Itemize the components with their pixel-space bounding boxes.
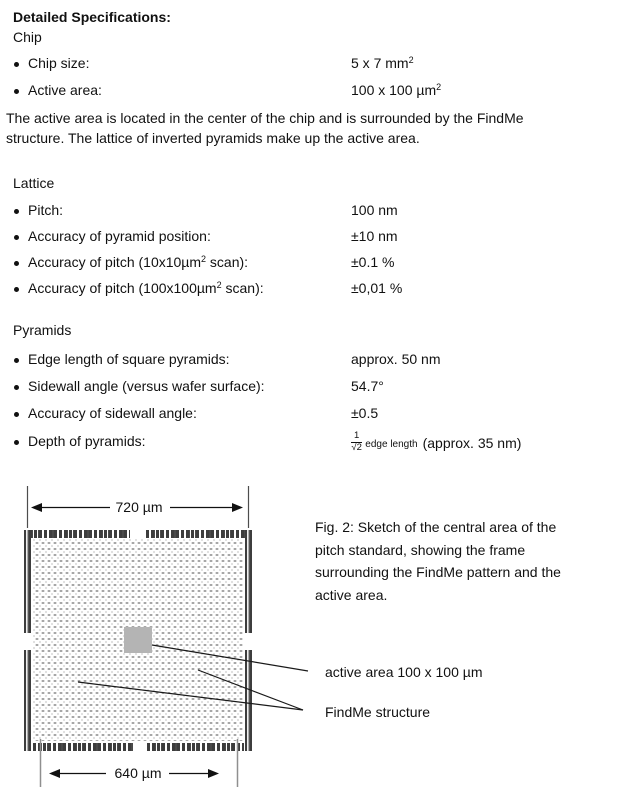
section-heading-chip: Chip <box>13 29 42 45</box>
spec-label: Pitch: <box>28 202 64 218</box>
spec-label: Accuracy of pyramid position: <box>28 228 211 244</box>
spec-label <box>28 280 264 296</box>
bullet-dot <box>14 62 19 67</box>
label-text: Accuracy of pitch (100x100µm <box>28 280 217 296</box>
arrowhead-left-icon <box>31 503 42 512</box>
spec-label: Depth of pyramids: <box>28 433 146 449</box>
arrowhead-right-icon <box>232 503 243 512</box>
dimension-label-top: 720 µm <box>115 499 163 515</box>
paragraph-line: structure. The lattice of inverted pyramids make up the active area. <box>6 130 420 146</box>
value-text: 100 x 100 µm <box>351 82 437 98</box>
fraction-numerator: 1 <box>351 431 362 443</box>
fraction <box>351 431 362 454</box>
label-text: Accuracy of pitch (10x10µm <box>28 254 202 270</box>
active-area-square <box>124 627 152 653</box>
spec-value <box>351 82 441 98</box>
spec-value: ±0,01 % <box>351 280 403 296</box>
caption-line: active area. <box>315 586 388 603</box>
spec-row-sidewall-angle <box>0 378 617 398</box>
bullet-dot <box>14 412 19 417</box>
spec-value: 100 nm <box>351 202 398 218</box>
spec-row-pitch-accuracy-100 <box>0 280 617 300</box>
spec-label: Accuracy of sidewall angle: <box>28 405 197 421</box>
spec-label: Active area: <box>28 82 102 98</box>
spec-row-edge-length <box>0 351 617 371</box>
label-text: scan): <box>206 254 249 270</box>
frame-bar-bottom-right <box>147 743 244 751</box>
spec-value-formula <box>351 425 521 459</box>
spec-row-pyramid-position <box>0 228 617 248</box>
label-superscript: 2 <box>216 280 222 291</box>
figure-caption <box>315 516 561 606</box>
label-findme-structure: FindMe structure <box>325 704 431 720</box>
label-text: scan): <box>221 280 264 296</box>
caption-line: Fig. 2: Sketch of the central area of the <box>315 519 557 535</box>
frame-bar-top-left <box>24 530 130 538</box>
bullet-dot <box>14 287 19 292</box>
bullet-dot <box>14 235 19 240</box>
fraction-denominator: √2 <box>351 441 362 453</box>
spec-row-sidewall-accuracy <box>0 405 617 425</box>
spec-row-active-area <box>0 82 617 102</box>
value-superscript: 2 <box>408 55 414 66</box>
spec-row-chip-size <box>0 55 617 75</box>
caption-line: pitch standard, showing the frame <box>315 541 526 558</box>
figure-sketch <box>0 483 617 789</box>
spec-value <box>351 55 414 71</box>
spec-row-depth <box>0 429 617 453</box>
frame-bar-left-lower <box>24 650 31 751</box>
dimension-label-bottom: 640 µm <box>114 765 162 781</box>
spec-label: Edge length of square pyramids: <box>28 351 230 367</box>
bullet-dot <box>14 209 19 214</box>
bullet-dot <box>14 440 19 445</box>
label-superscript: 2 <box>201 254 207 265</box>
section-heading-pyramids: Pyramids <box>13 322 72 338</box>
page-title: Detailed Specifications: <box>13 9 171 25</box>
frame-bar-right-lower <box>245 650 252 751</box>
formula-unit: edge length <box>365 438 418 450</box>
formula-approx: (approx. 35 nm) <box>422 435 522 451</box>
label-active-area: active area 100 x 100 µm <box>325 664 483 680</box>
frame-bar-left-upper <box>24 530 31 633</box>
spec-value: approx. 50 nm <box>351 351 441 367</box>
spec-value: ±10 nm <box>351 228 398 244</box>
spec-row-pitch-accuracy-10 <box>0 254 617 274</box>
bullet-dot <box>14 358 19 363</box>
spec-row-pitch <box>0 202 617 222</box>
frame-bar-right-upper <box>245 530 252 633</box>
arrowhead-right-icon <box>208 769 219 778</box>
frame-bar-top-right <box>146 530 252 538</box>
bullet-dot <box>14 261 19 266</box>
bullet-dot <box>14 89 19 94</box>
spec-label <box>28 254 248 270</box>
spec-label: Chip size: <box>28 55 90 71</box>
caption-line: surrounding the FindMe pattern and the <box>315 564 561 580</box>
value-superscript: 2 <box>436 82 442 93</box>
spec-label: Sidewall angle (versus wafer surface): <box>28 378 265 394</box>
frame-bar-bottom-left <box>33 743 133 751</box>
section-heading-lattice: Lattice <box>13 175 55 191</box>
bullet-dot <box>14 385 19 390</box>
spec-value: ±0.1 % <box>351 254 395 270</box>
arrowhead-left-icon <box>49 769 60 778</box>
paragraph-line: The active area is located in the center of the chip and is surrounded by the FindMe <box>6 110 524 126</box>
spec-value: ±0.5 <box>351 405 379 421</box>
value-text: 5 x 7 mm <box>351 55 409 71</box>
spec-value: 54.7° <box>351 378 384 394</box>
